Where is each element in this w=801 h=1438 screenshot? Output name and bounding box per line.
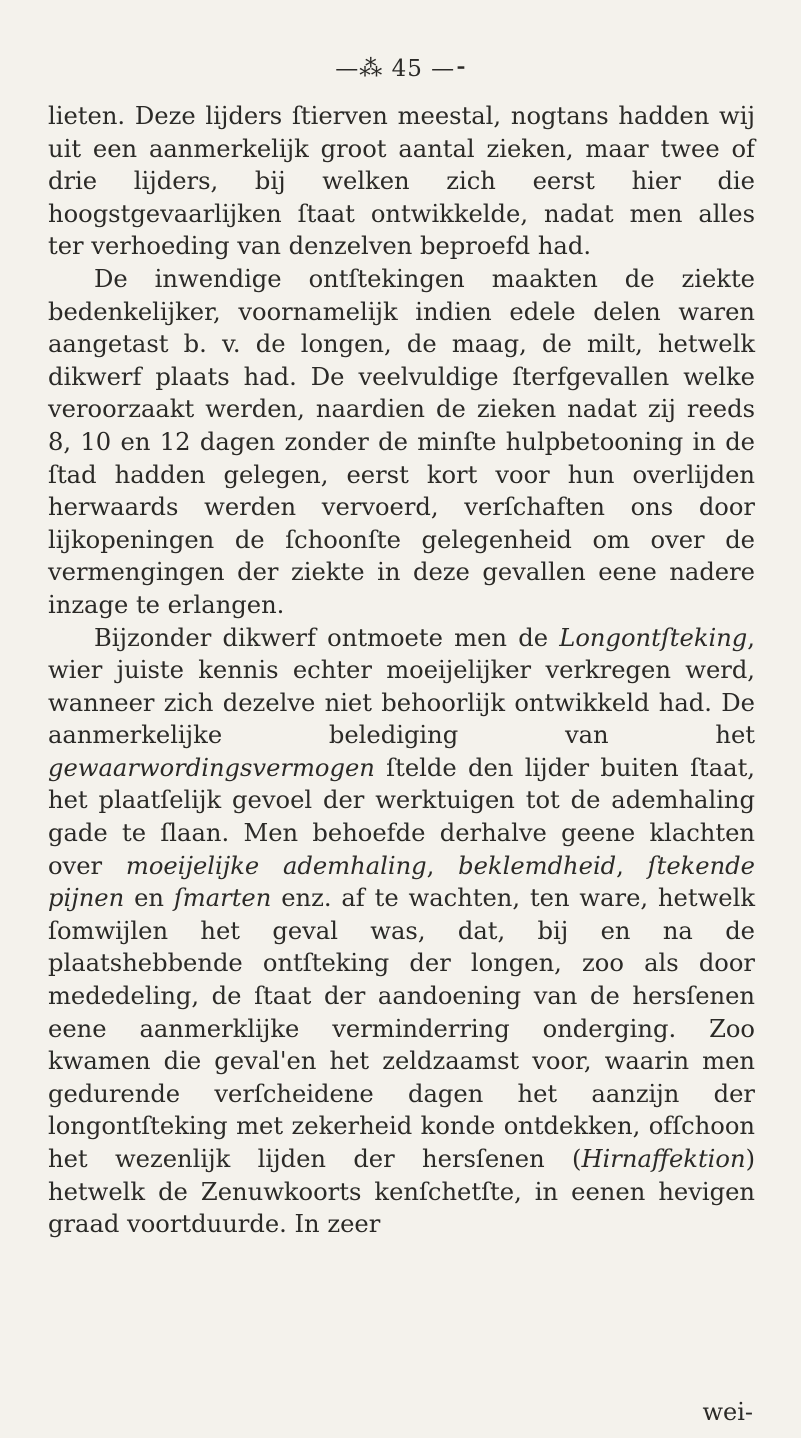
paragraph-3-text-b: , wier juiste kennis echter moeijelijker verkregen werd, wanneer zich dezelve niet behoorlijk ontwikkeld had. De aanmerkelijke belediging van het <box>48 623 755 750</box>
paragraph-3-text-h: ) hetwelk de Zenuwkoorts kenſchetſte, in eenen hevigen graad voortduurde. In zeer <box>48 1145 755 1239</box>
term-longontsteking: Longontſteking <box>559 623 748 652</box>
page-header: —⁂ 45 —⁃ <box>335 56 468 82</box>
paragraph-3-text-f: en <box>124 884 174 913</box>
term-smarten: ſmarten <box>173 884 272 913</box>
term-moeijelijke-ademhaling: moeijelijke ademhaling <box>125 851 427 880</box>
paragraph-2-text: De inwendige ontſtekingen maakten de ziekte bedenkelijker, voornamelijk indien edele delen waren aangetast b. v. de longen, de maag, de milt, hetwelk dikwerf plaats had. De veelvuldige ſterfgevallen welke veroorzaakt werden, naardien de zieken nadat zij reeds 8, 10 en 12 dagen zonder de minſte hulpbetooning in de ſtad hadden gelegen, eerst kort voor hun overlijden herwaards werden vervoerd, verſchaften ons door lijkopeningen de ſchoonſte gelegenheid om over de vermengingen der ziekte in deze gevallen eene nadere inzage te erlangen. <box>48 264 755 619</box>
catchword: wei- <box>702 1398 753 1426</box>
paragraph-1-text: lieten. Deze lijders ſtierven meestal, nogtans hadden wij uit een aanmerkelijk groot aantal zieken, maar twee of drie lijders, bij welken zich eerst hier die hoogstgevaarlijken ſtaat ontwikkelde, nadat men alles ter verhoeding van denzelven beproefd had. <box>48 102 755 261</box>
paragraph-3-text-d: , <box>426 851 459 880</box>
body-text <box>48 100 755 1241</box>
term-stekende-pijnen: ſtekende pijnen <box>48 851 755 913</box>
paragraph-3-text-e: , <box>616 851 648 880</box>
paragraph-3-text-c: ſtelde den lijder buiten ſtaat, het plaatſelijk gevoel der werktuigen tot de ademhaling gade te ſlaan. Men behoefde derhalve geene klachten over <box>48 753 755 880</box>
term-hirnaffektion: Hirnaffektion <box>581 1145 746 1173</box>
paragraph-3-text-a: Bijzonder dikwerf ontmoete men de <box>94 623 560 652</box>
paragraph-1 <box>48 100 755 263</box>
paragraph-3 <box>48 622 755 1241</box>
paragraph-2 <box>48 263 755 622</box>
paragraph-3-text-g: enz. af te wachten, ten ware, hetwelk ſomwijlen het geval was, dat, bij en na de plaatshebbende ontſteking der longen, zoo als door mededeling, de ſtaat der aandoening van de hersſenen eene aanmerklijke verminderring onderging. Zoo kwamen die geval'en het zeldzaamst voor, waarin men gedurende verſcheidene dagen het aanzijn der longontſteking met zekerheid konde ontdekken, ofſchoon het wezenlijk lijden der hersſenen ( <box>48 884 756 1173</box>
term-gewaarwordingsvermogen: gewaarwordingsvermogen <box>48 753 375 782</box>
term-beklemdheid: beklemdheid <box>458 851 617 880</box>
